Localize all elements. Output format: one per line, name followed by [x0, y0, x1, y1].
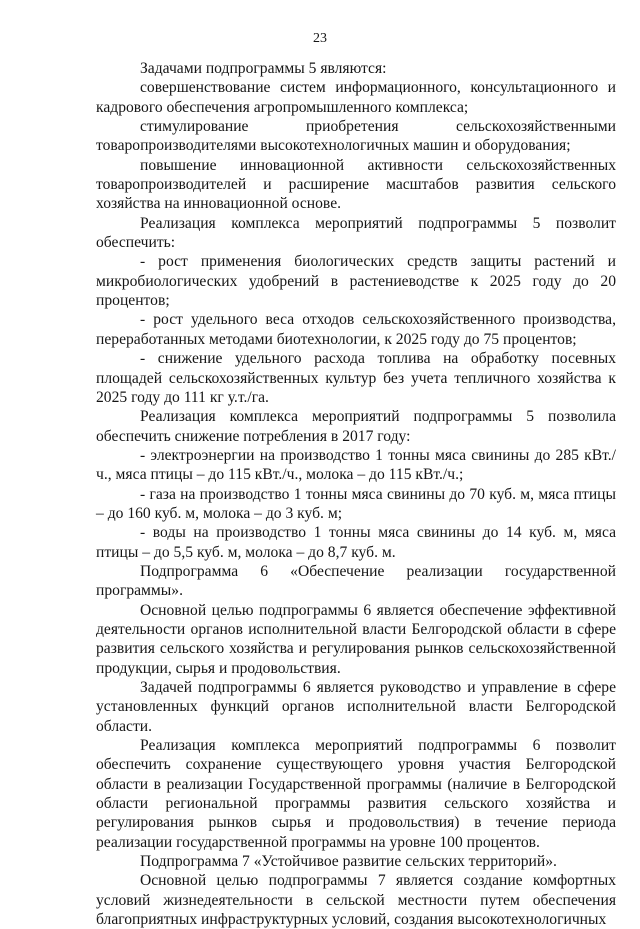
list-item: - рост удельного веса отходов сельскохозяйственного производства, переработанных методами биотехнологии, к 2025 году до 75 процентов; — [96, 311, 616, 348]
list-item: - газа на производство 1 тонны мяса свинины до 70 куб. м, мяса птицы – до 160 куб. м, молока – до 3 куб. м; — [96, 485, 616, 522]
paragraph: Реализация комплекса мероприятий подпрограммы 5 позволит обеспечить: — [96, 214, 616, 252]
list-item: - электроэнергии на производство 1 тонны мяса свинины до 285 кВт./ч., мяса птицы – до 115 кВт./ч., молока – до 115 кВт./ч.; — [96, 446, 616, 484]
paragraph: стимулирование приобретения сельскохозяйственными товаропроизводителями высокотехнологичных машин и оборудования; — [96, 118, 616, 155]
list-item: - снижение удельного расхода топлива на обработку посевных площадей сельскохозяйственных культур без учета тепличного хозяйства к 2025 году до 111 кг у.т./га. — [96, 350, 616, 406]
list-item: - рост применения биологических средств защиты растений и микробиологических удобрений в растениеводстве к 2025 году до 20 процентов; — [96, 253, 616, 310]
page-number: 23 — [313, 31, 327, 46]
section-heading: Подпрограмма 7 «Устойчивое развитие сельских территорий». — [140, 853, 557, 871]
paragraph: Задачей подпрограммы 6 является руководство и управление в сфере установленных функций органов исполнительной власти Белгородской области. — [96, 679, 616, 735]
list-item: - воды на производство 1 тонны мяса свинины до 14 куб. м, мяса птицы – до 5,5 куб. м, молока – до 8,7 куб. м. — [96, 524, 616, 561]
paragraph: совершенствование систем информационного, консультационного и кадрового обеспечения агропромышленного комплекса; — [96, 79, 616, 116]
paragraph: Реализация комплекса мероприятий подпрограммы 5 позволила обеспечить снижение потребления в 2017 году: — [96, 408, 616, 445]
document-body — [96, 59, 616, 929]
paragraph: Реализация комплекса мероприятий подпрограммы 6 позволит обеспечить сохранение существующего уровня участия Белгородской области в реализации Государственной программы (наличие в Белгородской области региональной программы развития сельского хозяйства и регулирования рынков сырья и продовольствия) в течение периода реализации государственной программы на уровне 100 процентов. — [96, 737, 616, 851]
section-heading: Подпрограмма 6 «Обеспечение реализации государственной программы». — [96, 562, 616, 600]
paragraph: Основной целью подпрограммы 7 является создание комфортных условий жизнедеятельности в сельской местности путем обеспечения благоприятных инфраструктурных условий, создания высокотехнологичных — [96, 872, 616, 929]
paragraph: Основной целью подпрограммы 6 является обеспечение эффективной деятельности органов исполнительной власти Белгородской области в сфере развития сельского хозяйства и регулирования рынков сельскохозяйственной продукции, сырья и продовольствия. — [96, 601, 616, 677]
paragraph: Задачами подпрограммы 5 являются: — [140, 60, 387, 77]
paragraph: повышение инновационной активности сельскохозяйственных товаропроизводителей и расширение масштабов развития сельского хозяйства на инновационной основе. — [96, 156, 616, 213]
